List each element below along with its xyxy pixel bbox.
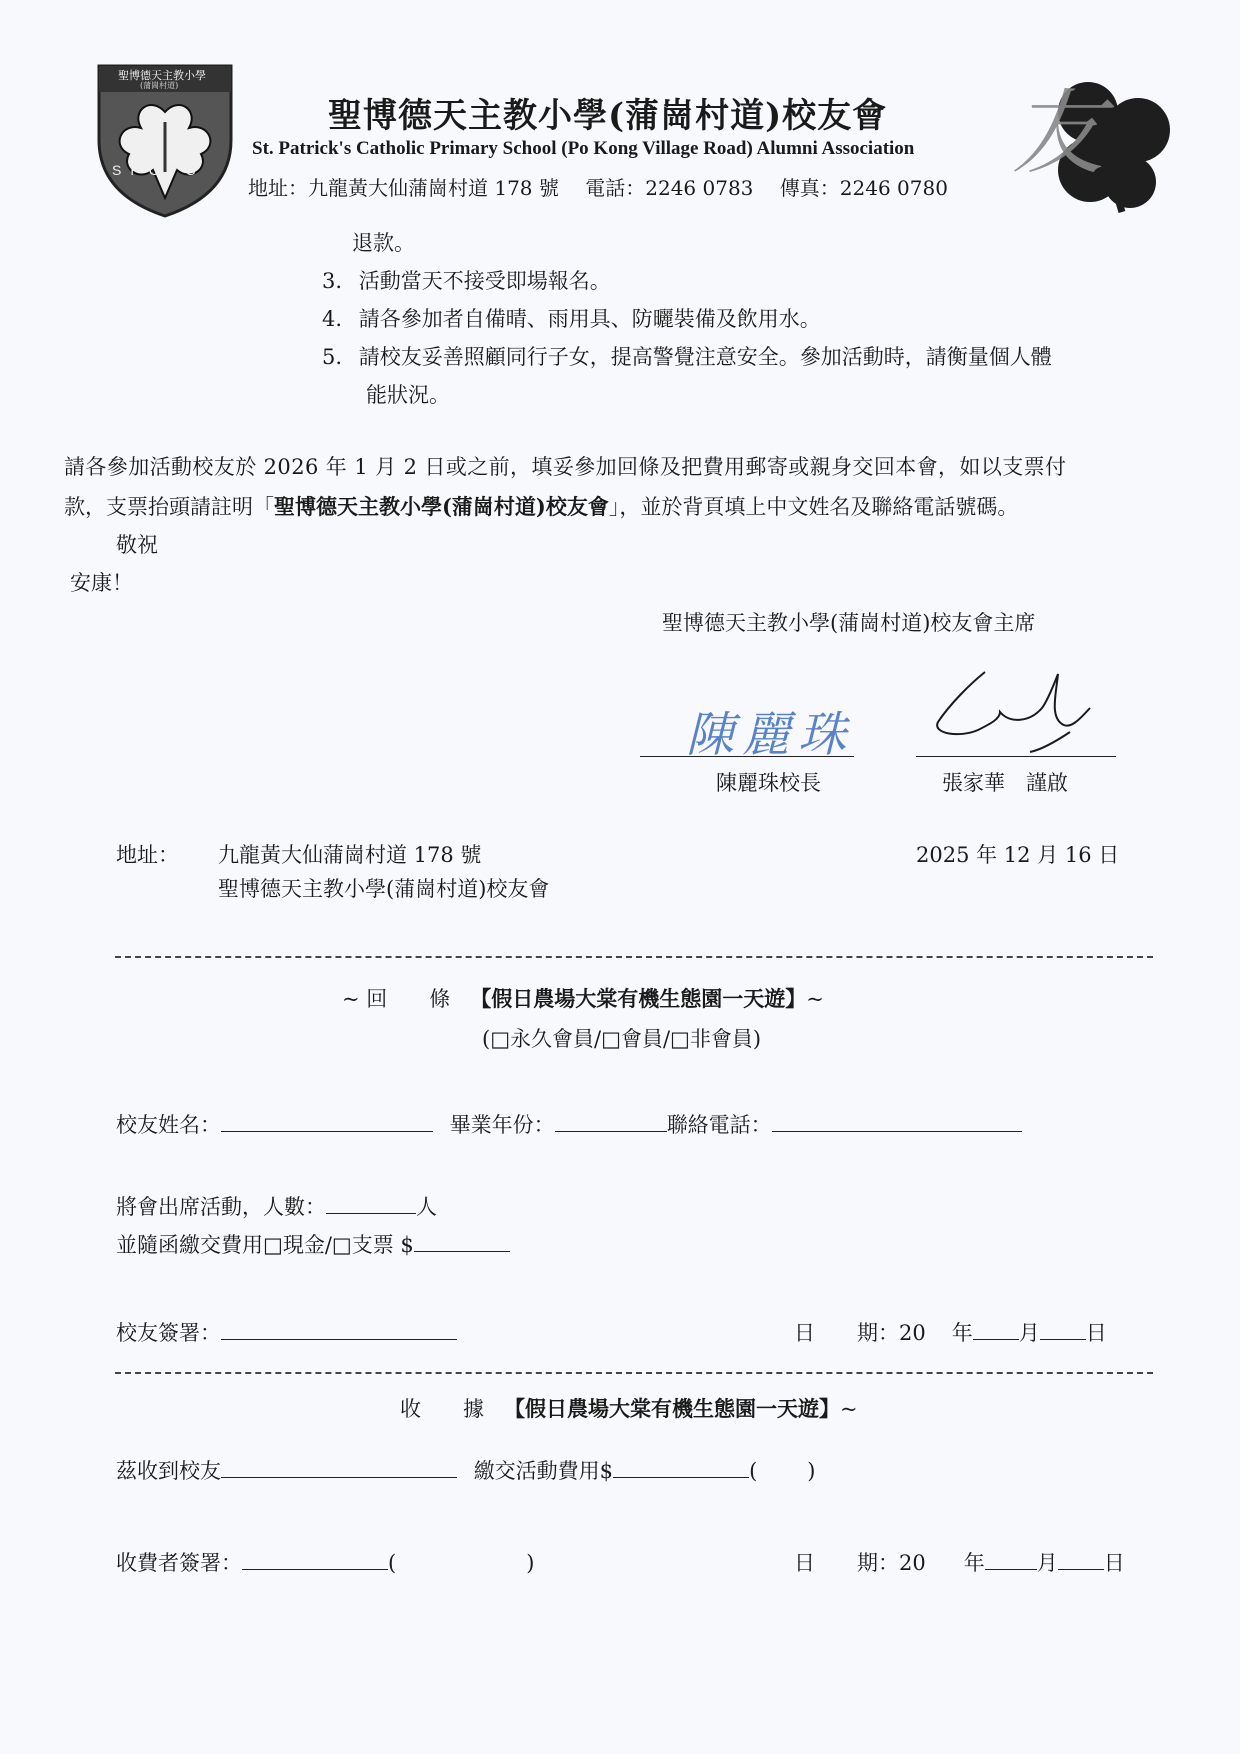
receipt-title-pre: 收 據 — [400, 1397, 484, 1421]
reply-year-label: 年 — [951, 1321, 973, 1345]
attendance-row — [116, 1188, 437, 1226]
crest-letter: P — [130, 162, 149, 178]
instructions-line-1: 請各參加活動校友於 2026 年 1 月 2 日或之前，填妥參加回條及把費用郵寄或親身交回本會，如以支票付 — [64, 455, 1067, 479]
note-number: 3. — [322, 269, 343, 293]
collector-paren-close: ) — [526, 1551, 535, 1575]
instructions-line-2-pre: 款，支票抬頭請註明「 — [64, 495, 274, 519]
address-label: 地址： — [116, 843, 179, 867]
alumni-signature-row — [116, 1314, 457, 1352]
receipt-month-label: 月 — [1036, 1551, 1058, 1575]
graduation-year-field[interactable] — [555, 1109, 667, 1132]
signature-scribble-2 — [930, 664, 1100, 764]
attendance-label: 將會出席活動，人數： — [116, 1195, 326, 1219]
address-line-1: 九龍黃大仙蒲崗村道 178 號 — [218, 843, 482, 867]
header-phone: 電話：2246 0783 — [585, 176, 754, 200]
receipt-month-field[interactable] — [985, 1547, 1037, 1570]
attendance-unit: 人 — [416, 1195, 437, 1219]
crest-text: 聖博德天主教小學 — [118, 69, 206, 82]
cut-line-1 — [115, 956, 1153, 958]
fee-paren-close: ) — [807, 1459, 816, 1483]
contact-phone-label: 聯絡電話： — [666, 1113, 772, 1137]
greeting: 敬祝 — [116, 533, 158, 557]
reply-day-label: 日 — [1085, 1321, 1107, 1345]
chairperson-title: 聖博德天主教小學(蒲崗村道)校友會主席 — [662, 611, 1036, 635]
payment-label[interactable]: 並隨函繳交費用□現金/□支票 $ — [116, 1233, 414, 1257]
crest-letters — [112, 162, 205, 178]
note-item — [322, 338, 1052, 376]
reply-date-label: 日 期：20 — [794, 1321, 926, 1345]
note-item — [322, 262, 611, 300]
note-item-continuation: 能狀況。 — [366, 383, 450, 407]
received-row — [116, 1452, 815, 1490]
letter-date: 2025 年 12 月 16 日 — [916, 843, 1120, 867]
payment-row — [116, 1226, 510, 1264]
alumni-name-label: 校友姓名： — [116, 1113, 221, 1137]
note-text: 活動當天不接受即場報名。 — [358, 269, 611, 293]
note-text: 請校友妥善照顧同行子女，提高警覺注意安全。參加活動時，請衡量個人體 — [358, 345, 1052, 369]
received-label: 茲收到校友 — [116, 1459, 221, 1483]
contact-phone-field[interactable] — [772, 1109, 1022, 1132]
crest-letter: S — [112, 162, 131, 178]
instructions-line-2-post: 」，並於背頁填上中文姓名及聯絡電話號碼。 — [608, 495, 1019, 519]
note-text: 請各參加者自備晴、雨用具、防曬裝備及飲用水。 — [358, 307, 821, 331]
wish: 安康！ — [70, 571, 133, 595]
crest-letter: S — [186, 162, 205, 178]
receipt-title — [400, 1390, 858, 1428]
address-line-2: 聖博德天主教小學(蒲崗村道)校友會 — [218, 877, 550, 901]
received-name-field[interactable] — [221, 1455, 457, 1478]
signature-line-2 — [916, 756, 1116, 757]
note-number: 5. — [322, 345, 343, 369]
crest-letter: P — [167, 162, 187, 178]
cheque-payee: 聖博德天主教小學(蒲崗村道)校友會 — [274, 494, 609, 519]
reply-month-field[interactable] — [973, 1317, 1019, 1340]
page-title: 聖博德天主教小學(蒲崗村道)校友會 — [328, 96, 888, 136]
reply-activity-name: 【假日農場大棠有機生態園一天遊】 — [470, 986, 807, 1011]
receipt-day-label: 日 — [1103, 1551, 1125, 1575]
collector-signature-label: 收費者簽署： — [116, 1551, 242, 1575]
reply-slip-title — [342, 980, 824, 1018]
attendance-count-field[interactable] — [326, 1191, 416, 1214]
header-address: 地址：九龍黃大仙蒲崗村道 178 號 — [248, 176, 559, 200]
fee-paren-open: ( — [749, 1459, 758, 1483]
signature-line-1 — [640, 756, 854, 757]
receipt-title-post: ~ — [840, 1397, 858, 1421]
collector-row — [116, 1544, 534, 1582]
reply-title-post: ~ — [806, 987, 824, 1011]
signature-handwriting-1: 陳麗珠 — [686, 707, 855, 763]
collector-paren-open: ( — [388, 1551, 397, 1575]
signatory-2-name: 張家華 謹啟 — [942, 771, 1068, 795]
alumni-name-field[interactable] — [221, 1109, 433, 1132]
alumni-logo-char: 友 — [1012, 80, 1105, 187]
receipt-date-label: 日 期：20 — [794, 1551, 926, 1575]
reply-day-field[interactable] — [1040, 1317, 1086, 1340]
alumni-name-row — [116, 1106, 1022, 1144]
payment-amount-field[interactable] — [414, 1229, 510, 1252]
membership-options[interactable]: (□永久會員/□會員/□非會員) — [482, 1027, 762, 1051]
reply-title-pre: ~ 回 條 — [342, 987, 451, 1011]
cut-line-2 — [115, 1372, 1153, 1374]
alumni-signature-field[interactable] — [221, 1317, 457, 1340]
fee-amount-field[interactable] — [613, 1455, 749, 1478]
signatory-1-name: 陳麗珠校長 — [716, 771, 821, 795]
receipt-year-label: 年 — [963, 1551, 985, 1575]
crest-letter: C — [148, 162, 168, 178]
receipt-day-field[interactable] — [1058, 1547, 1104, 1570]
collector-signature-field[interactable] — [242, 1547, 388, 1570]
reply-month-label: 月 — [1018, 1321, 1040, 1345]
reply-date-row — [794, 1314, 1107, 1352]
instructions-line-2 — [64, 488, 1018, 526]
header-fax: 傳真：2246 0780 — [779, 176, 948, 200]
receipt-date-row — [794, 1544, 1125, 1582]
graduation-year-label: 畢業年份： — [449, 1113, 555, 1137]
receipt-activity-name: 【假日農場大棠有機生態園一天遊】 — [504, 1396, 840, 1421]
fee-label: 繳交活動費用$ — [473, 1459, 614, 1483]
crest-subtext: (蒲崗村道) — [140, 81, 179, 90]
contact-line — [248, 172, 948, 201]
page-subtitle: St. Patrick's Catholic Primary School (Po Kong Village Road) Alumni Association — [252, 138, 915, 159]
note-number: 4. — [322, 307, 343, 331]
notes-continuation: 退款。 — [352, 231, 415, 255]
alumni-signature-label: 校友簽署： — [116, 1321, 221, 1345]
note-item — [322, 300, 821, 338]
